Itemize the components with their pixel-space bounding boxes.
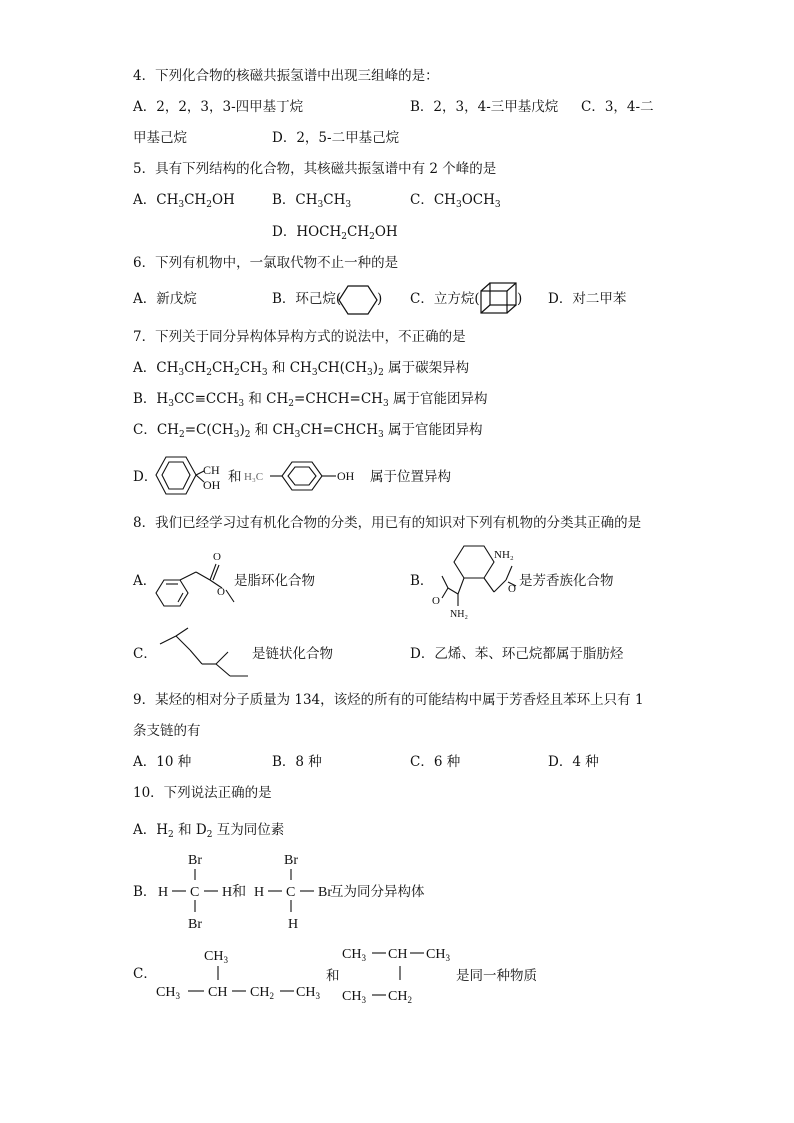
q4-option-a: A．2，2，3，3-四甲基丁烷 [133, 99, 304, 115]
svg-text:OH: OH [203, 478, 221, 492]
p-methylphenol-structure [244, 458, 372, 494]
q8-option-b-text: 是芳香族化合物 [519, 573, 614, 589]
q8-option-d: D．乙烯、苯、环己烷都属于脂肪烃 [410, 646, 624, 662]
q10-option-c-and: 和 [326, 968, 340, 984]
q7-option-d-and: 和 [228, 469, 242, 485]
q6-stem: 6．下列有机物中，一氯取代物不止一种的是 [133, 255, 399, 271]
cubane-structure [478, 280, 523, 316]
q10-option-c-label: C． [133, 966, 157, 982]
q9-stem-line2: 条支链的有 [133, 723, 201, 739]
svg-text:H: H [288, 917, 299, 932]
q5-option-b: B．$CH_3CH_3$ [272, 192, 352, 210]
q7-option-a: A．$CH_3CH_2CH_2CH_3$ 和 $CH_3CH(CH_3)_2$ 属于碳架异构 [133, 360, 470, 378]
svg-text:H: H [254, 885, 265, 900]
svg-text:CH2: $CH_2$ [388, 989, 412, 1005]
svg-text:OH: OH [337, 469, 355, 483]
svg-text:Br: Br [284, 853, 298, 868]
svg-text:CH3: $CH_3$ [342, 989, 366, 1005]
q4-option-c-continued: 甲基己烷 [133, 130, 187, 146]
svg-text:H和: H和 [222, 885, 247, 900]
svg-text:C: C [190, 885, 200, 900]
q4-option-c: C．3，4-二 [581, 99, 654, 115]
q9-option-d: D．4 种 [548, 754, 599, 770]
q8-option-b-label: B． [410, 573, 434, 589]
q6-option-c: C．立方烷( [410, 291, 480, 307]
q6-option-b-close: ) [377, 291, 383, 307]
svg-text:CH3: $CH_3$ [426, 947, 450, 963]
q9-option-b: B．8 种 [272, 754, 322, 770]
svg-text:O: O [213, 551, 221, 563]
q4-option-d: D．2，5-二甲基己烷 [272, 130, 400, 146]
q10-option-b-text: 互为同分异构体 [330, 884, 425, 900]
svg-text:Br: Br [188, 917, 202, 932]
svg-text:NH₂: NH₂ [494, 549, 514, 561]
svg-text:H: H [158, 885, 169, 900]
cyclohexane-structure [338, 284, 378, 316]
q9-option-a: A．10 种 [133, 754, 192, 770]
svg-text:CH3: $CH_3$ [296, 985, 320, 1001]
svg-text:O: O [432, 595, 440, 607]
q7-option-d-suffix: 属于位置异构 [370, 469, 451, 485]
q9-stem-line1: 9．某烃的相对分子质量为 134，该烃的所有的可能结构中属于芳香烃且苯环上只有 1 [133, 692, 644, 708]
q5-option-a: A．$CH_3CH_2OH$ [133, 192, 235, 210]
q6-option-d: D．对二甲苯 [548, 291, 627, 307]
methyl-phenylacetate-structure [150, 548, 236, 610]
q7-stem: 7．下列关于同分异构体异构方式的说法中，不正确的是 [133, 329, 466, 345]
svg-text:CH3: $CH_3$ [156, 985, 180, 1001]
svg-text:CH2: $CH_2$ [250, 985, 274, 1001]
q6-option-a: A．新戊烷 [133, 291, 197, 307]
2-methylbutane-alt-structure [340, 940, 456, 1006]
q10-option-c-text: 是同一种物质 [456, 968, 537, 984]
q8-option-c-label: C． [133, 646, 157, 662]
branched-alkane-structure [158, 622, 254, 682]
q8-option-c-text: 是链状化合物 [252, 646, 333, 662]
svg-text:CH: CH [388, 947, 408, 962]
q4-option-b: B．2，3，4-三甲基戊烷 [410, 99, 559, 115]
svg-text:Br: Br [318, 885, 332, 900]
q5-option-d: D．$HOCH_2CH_2OH$ [272, 224, 398, 242]
o-methylphenol-structure [152, 454, 232, 500]
q8-stem: 8．我们已经学习过有机化合物的分类，用已有的知识对下列有机物的分类其正确的是 [133, 515, 642, 531]
q5-option-c: C．$CH_3OCH_3$ [410, 192, 501, 210]
q5-stem: 5．具有下列结构的化合物，其核磁共振氢谱中有 2 个峰的是 [133, 161, 497, 177]
svg-text:CH3: $CH_3$ [204, 949, 228, 965]
svg-text:H₃C: H₃C [244, 471, 264, 483]
svg-text:O: O [217, 586, 225, 598]
svg-text:CH: CH [208, 985, 228, 1000]
svg-text:CH: CH [203, 463, 220, 477]
svg-text:NH₂: NH₂ [450, 609, 468, 620]
q9-option-c: C．6 种 [410, 754, 461, 770]
q8-option-a-text: 是脂环化合物 [234, 573, 315, 589]
q8-option-a-label: A． [133, 573, 157, 589]
q6-option-c-close: ) [517, 291, 523, 307]
q7-option-c: C．$CH_2=C(CH_3)_2$ 和 $CH_3CH=CHCH_3$ 属于官能团异构 [133, 422, 483, 440]
2-methylbutane-structure [152, 942, 332, 1002]
q7-option-b: B．$H_3CC\equiv CCH_3$ 和 $CH_2=CHCH=CH_3$ 属于官能团异构 [133, 391, 488, 409]
q6-option-b: B．环己烷( [272, 291, 342, 307]
q7-option-d-label: D． [133, 469, 158, 485]
svg-text:C: C [286, 885, 296, 900]
q10-stem: 10．下列说法正确的是 [133, 785, 272, 801]
svg-text:O: O [508, 583, 516, 595]
q10-option-a: A．$H_2$ 和 $D_2$ 互为同位素 [133, 822, 285, 840]
gabapentin-like-structure [428, 536, 522, 620]
q10-option-b-label: B． [133, 884, 157, 900]
svg-text:Br: Br [188, 853, 202, 868]
svg-text:CH3: $CH_3$ [342, 947, 366, 963]
q4-stem: 4．下列化合物的核磁共振氢谱中出现三组峰的是： [133, 68, 439, 84]
